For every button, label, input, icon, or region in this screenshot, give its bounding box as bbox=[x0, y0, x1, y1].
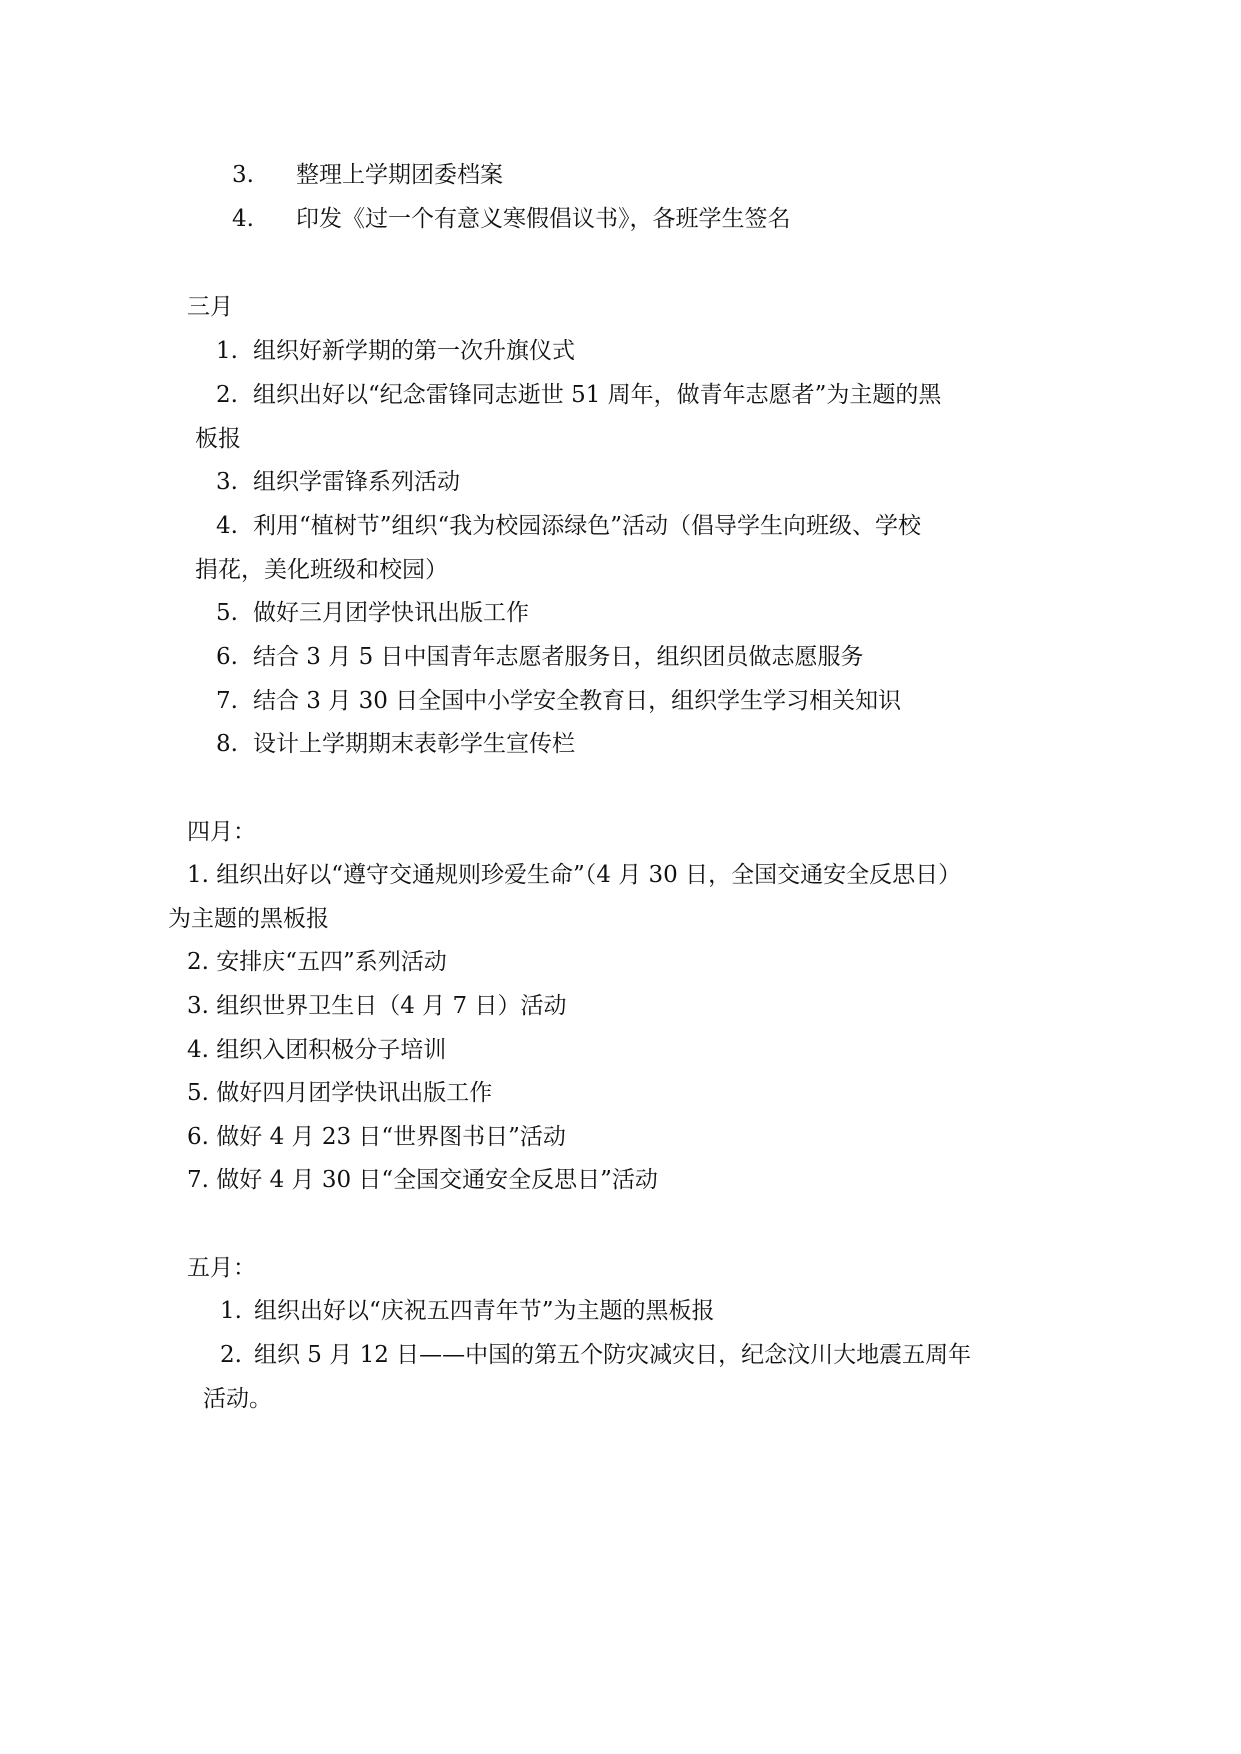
item-number: 3. bbox=[232, 162, 254, 188]
item-continuation: 捐花，美化班级和校园） bbox=[195, 557, 448, 583]
item-text: 组织学雷锋系列活动 bbox=[253, 469, 460, 495]
item-text: 组织 5 月 12 日——中国的第五个防灾减灾日，纪念汶川大地震五周年 bbox=[254, 1342, 972, 1368]
list-item: 2. 安排庆“五四”系列活动 bbox=[187, 949, 447, 975]
item-number: 2. bbox=[216, 382, 238, 408]
list-item: 5. 做好四月团学快讯出版工作 bbox=[187, 1080, 493, 1106]
list-item: 3. 组织世界卫生日（4 月 7 日）活动 bbox=[187, 993, 567, 1019]
item-number: 3. bbox=[216, 469, 238, 495]
list-item: 1. 组织出好以“遵守交通规则珍爱生命”（4 月 30 日，全国交通安全反思日） bbox=[187, 862, 962, 888]
item-continuation: 活动。 bbox=[203, 1386, 272, 1412]
item-continuation: 为主题的黑板报 bbox=[168, 906, 329, 932]
list-item: 6. 做好 4 月 23 日“世界图书日”活动 bbox=[187, 1124, 566, 1150]
item-text: 利用“植树节”组织“我为校园添绿色”活动（倡导学生向班级、学校 bbox=[253, 513, 922, 539]
item-text: 整理上学期团委档案 bbox=[296, 162, 503, 188]
section-heading-may: 五月： bbox=[187, 1255, 256, 1281]
item-text: 印发《过一个有意义寒假倡议书》，各班学生签名 bbox=[296, 206, 791, 232]
item-number: 2. bbox=[220, 1342, 242, 1368]
item-number: 1. bbox=[220, 1298, 242, 1324]
item-number: 1. bbox=[216, 338, 238, 364]
item-text: 做好三月团学快讯出版工作 bbox=[253, 600, 529, 626]
item-text: 结合 3 月 5 日中国青年志愿者服务日，组织团员做志愿服务 bbox=[253, 644, 864, 670]
section-heading-april: 四月： bbox=[187, 819, 256, 845]
item-number: 5. bbox=[216, 600, 238, 626]
item-continuation: 板报 bbox=[195, 426, 241, 452]
item-number: 4. bbox=[232, 206, 254, 232]
section-heading-march: 三月 bbox=[187, 294, 233, 320]
item-text: 组织好新学期的第一次升旗仪式 bbox=[253, 338, 575, 364]
item-number: 8. bbox=[216, 731, 238, 757]
list-item: 7. 做好 4 月 30 日“全国交通安全反思日”活动 bbox=[187, 1167, 658, 1193]
item-text: 组织出好以“庆祝五四青年节”为主题的黑板报 bbox=[254, 1298, 715, 1324]
item-text: 设计上学期期末表彰学生宣传栏 bbox=[253, 731, 575, 757]
list-item: 4. 组织入团积极分子培训 bbox=[187, 1037, 447, 1063]
item-number: 6. bbox=[216, 644, 238, 670]
item-text: 结合 3 月 30 日全国中小学安全教育日，组织学生学习相关知识 bbox=[253, 688, 902, 714]
item-text: 组织出好以“纪念雷锋同志逝世 51 周年，做青年志愿者”为主题的黑 bbox=[253, 382, 942, 408]
item-number: 4. bbox=[216, 513, 238, 539]
item-number: 7. bbox=[216, 688, 238, 714]
